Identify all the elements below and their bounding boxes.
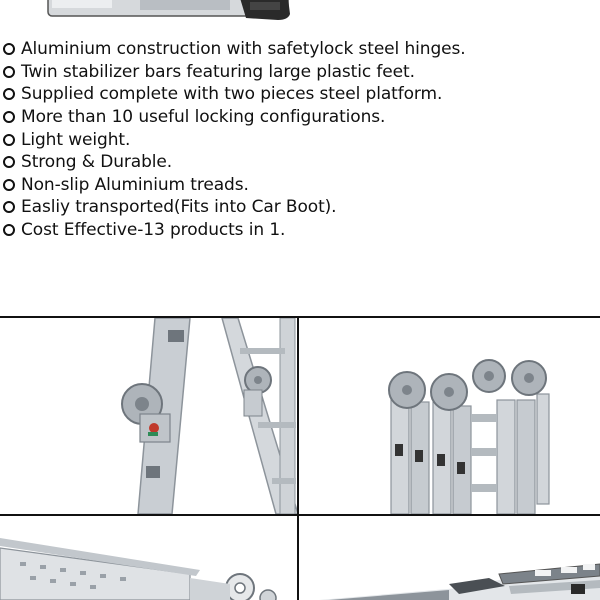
bullet-icon xyxy=(3,43,15,55)
feature-text: Strong & Durable. xyxy=(21,152,173,173)
feature-text: Aluminium construction with safetylock steel hinges. xyxy=(21,39,466,60)
feature-text: Cost Effective-13 products in 1. xyxy=(21,220,286,241)
feature-list xyxy=(2,38,598,241)
feature-text: Light weight. xyxy=(21,129,131,150)
bullet-icon xyxy=(3,156,15,168)
feature-text: Non-slip Aluminium treads. xyxy=(21,174,249,195)
top-product-photo-strip xyxy=(0,0,600,22)
steel-platform-photo xyxy=(0,518,297,600)
feature-item xyxy=(2,174,598,197)
hinge-closeup-photo xyxy=(0,318,297,514)
bullet-icon xyxy=(3,179,15,191)
feature-item xyxy=(2,128,598,151)
feature-text: Supplied complete with two pieces steel platform. xyxy=(21,84,443,105)
photo-grid xyxy=(0,316,600,600)
feature-text: More than 10 useful locking configurations. xyxy=(21,107,386,128)
feature-item xyxy=(2,151,598,174)
grid-middle-divider xyxy=(0,514,600,516)
grid-top-divider xyxy=(0,316,600,318)
bullet-icon xyxy=(3,134,15,146)
folded-ladder-photo xyxy=(299,318,600,514)
feature-item xyxy=(2,83,598,106)
feature-text: Twin stabilizer bars featuring large plastic feet. xyxy=(21,61,415,82)
feature-item xyxy=(2,38,598,61)
feature-item xyxy=(2,196,598,219)
bullet-icon xyxy=(3,111,15,123)
grid-vertical-divider xyxy=(297,316,299,600)
extended-ladder-photo xyxy=(299,518,600,600)
bullet-icon xyxy=(3,201,15,213)
feature-item xyxy=(2,61,598,84)
feature-item xyxy=(2,219,598,242)
feature-item xyxy=(2,106,598,129)
bullet-icon xyxy=(3,66,15,78)
bullet-icon xyxy=(3,88,15,100)
bullet-icon xyxy=(3,224,15,236)
feature-text: Easliy transported(Fits into Car Boot). xyxy=(21,197,337,218)
